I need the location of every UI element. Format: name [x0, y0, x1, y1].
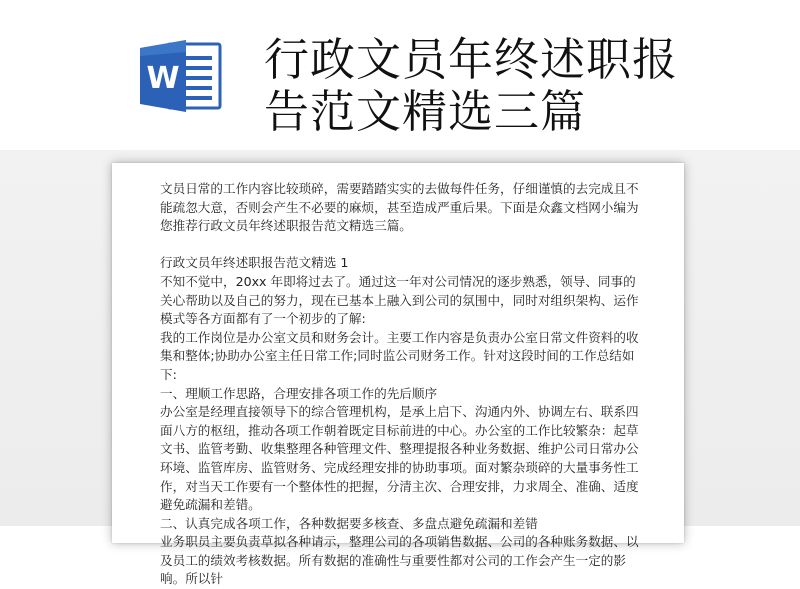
word-document-icon — [138, 38, 224, 114]
word-icon-letter: W — [146, 61, 180, 96]
header — [0, 0, 800, 150]
document-body — [160, 180, 646, 589]
paragraph: 办公室是经理直接领导下的综合管理机构，是承上启下、沟通内外、协调左右、联系四面八方的枢纽，推动各项工作朝着既定目标前进的中心。办公室的工作比较繁杂：起草文书、监管考勤、收集整理各种管理文件、整理提报各种业务数据、维护公司日常办公环境、监管库房、监管财务、完成经理安排的协助事项。面对繁杂琐碎的大量事务性工作，对当天工作要有一个整体性的把握，分清主次、合理安排，力求周全、准确、适度避免疏漏和差错。 — [160, 404, 639, 513]
section-heading: 行政文员年终述职报告范文精选 1 — [160, 255, 349, 271]
document-page — [112, 163, 684, 587]
paragraph: 业务职员主要负责草拟各种请示，整理公司的各项销售数据、公司的各种账务数据、以及员工的绩效考核数据。所有数据的准确性与重要性都对公司的工作会产生一定的影响。所以针 — [160, 534, 639, 587]
paragraph: 不知不觉中，20xx 年即将过去了。通过这一年对公司情况的逐步熟悉，领导、同事的关心帮助以及自己的努力，现在已基本上融入到公司的氛围中，同时对组织架构、运作模式等各方面都有了一个初步的了解: — [160, 273, 639, 327]
title-line-1: 行政文员年终述职报 — [264, 33, 679, 86]
paragraph: 我的工作岗位是办公室文员和财务会计。主要工作内容是负责办公室日常文件资料的收集和整体;协助办公室主任日常工作;同时监公司财务工作。针对这段时间的工作总结如下: — [160, 329, 639, 382]
title-line-2: 告范文精选三篇 — [264, 85, 587, 138]
page-title — [264, 34, 784, 138]
subheading: 一、理顺工作思路，合理安排各项工作的先后顺序 — [160, 385, 438, 401]
paragraph-intro: 文员日常的工作内容比较琐碎，需要踏踏实实的去做每件任务，仔细谨慎的去完成且不能疏忽大意，否则会产生不必要的麻烦，甚至造成严重后果。下面是众鑫文档网小编为您推荐行政文员年终述职报告范文精选三篇。 — [160, 181, 639, 234]
blank-line — [160, 236, 646, 255]
subheading: 二、认真完成各项工作，各种数据要多核查、多盘点避免疏漏和差错 — [160, 515, 538, 531]
